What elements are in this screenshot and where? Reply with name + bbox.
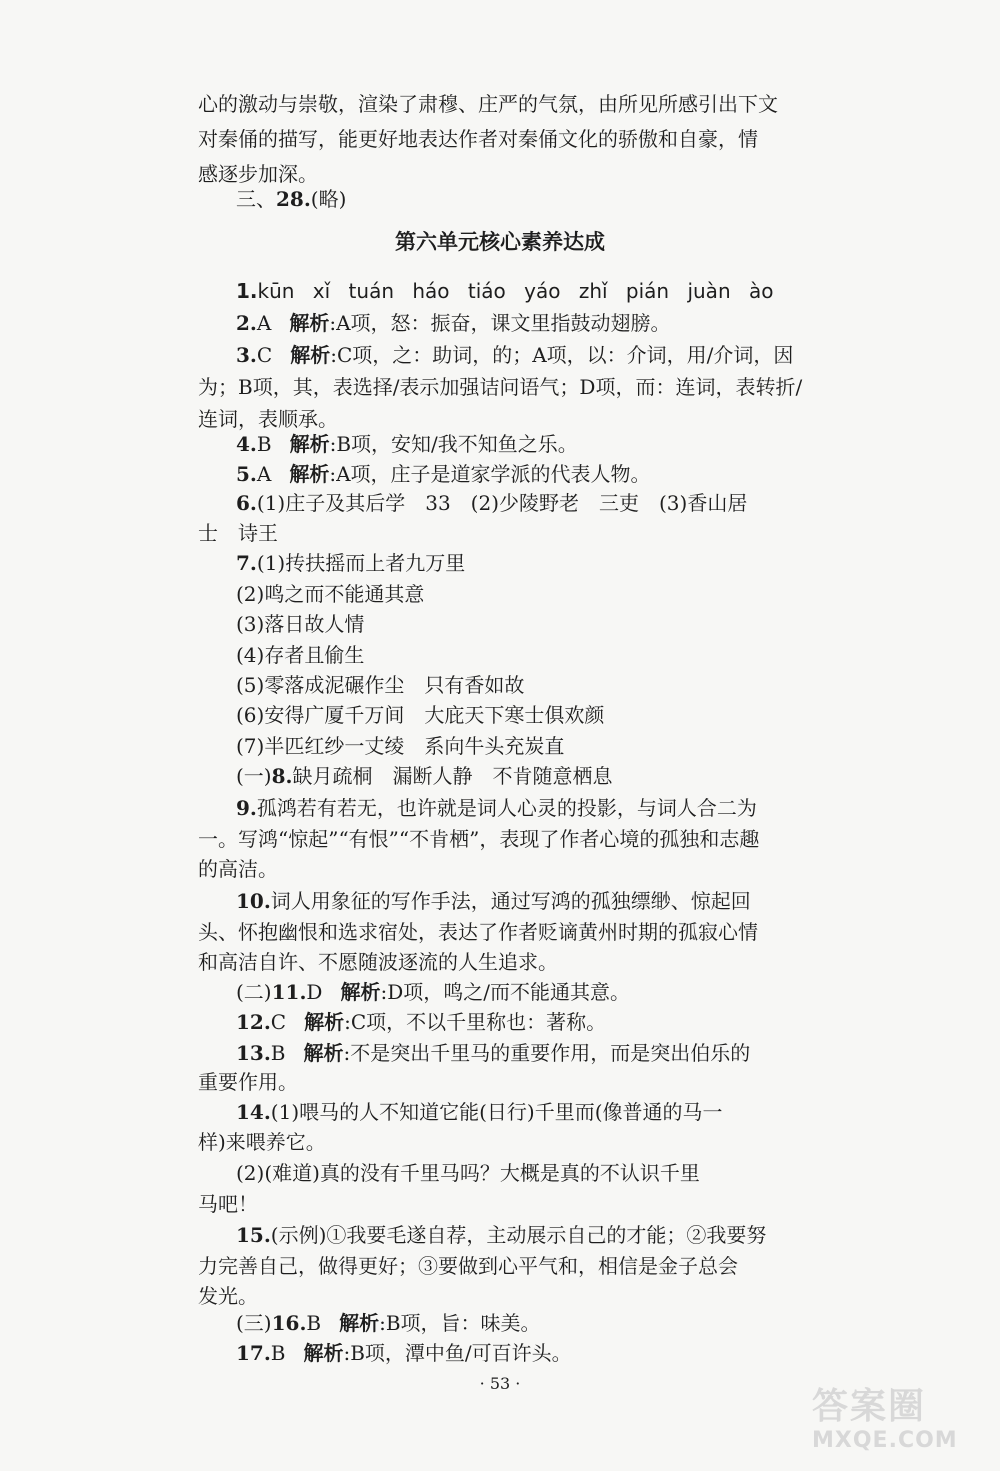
answer-text: :B项，潭中鱼/可百许头。 <box>343 1341 572 1365</box>
section-title: 第六单元核心素养达成 <box>395 230 605 254</box>
q16 <box>236 1307 788 1339</box>
analysis-label: 解析 <box>304 1010 345 1034</box>
answer-choice: C <box>270 1010 287 1034</box>
q17 <box>236 1337 788 1369</box>
analysis-label: 解析 <box>339 1311 380 1335</box>
answer-text: :B项，安知/我不知鱼之乐。 <box>329 432 578 456</box>
question-number: 12. <box>236 1010 271 1034</box>
q7-item: (5)零落成泥碾作尘 只有香如故 <box>236 673 525 697</box>
answer-text: kūn xǐ tuán háo tiáo yáo zhǐ pián juàn ào <box>257 279 774 303</box>
intro-line-2: 对秦俑的描写，能更好地表达作者对秦俑文化的骄傲和自豪，情 <box>198 127 758 151</box>
section-label: (一) <box>236 764 272 788</box>
watermark-url: MXQE.COM <box>812 1428 958 1453</box>
q9-line-2: 一。写鸿“惊起”“有恨”“不肯栖”，表现了作者心境的孤独和志趣 <box>198 827 760 851</box>
answer-text: :B项，旨：味美。 <box>379 1311 541 1335</box>
intro-line-1: 心的激动与崇敬，渲染了肃穆、庄严的气氛，由所见所感引出下文 <box>198 92 778 116</box>
question-number: 5. <box>236 462 257 486</box>
question-number: 7. <box>236 551 257 575</box>
q7-item: (6)安得广厦千万间 大庇天下寒士俱欢颜 <box>236 703 605 727</box>
q13-line-2: 重要作用。 <box>198 1070 298 1094</box>
q9-line-3: 的高洁。 <box>198 857 278 881</box>
answer-text: :A项，庄子是道家学派的代表人物。 <box>329 462 651 486</box>
question-number: 13. <box>236 1041 271 1065</box>
q10-line-2: 头、怀抱幽恨和选求宿处，表达了作者贬谪黄州时期的孤寂心情 <box>198 920 758 944</box>
intro-line-3: 感逐步加深。 <box>198 162 318 186</box>
answer-text: 孤鸿若有若无，也许就是词人心灵的投影，与词人合二为 <box>256 796 757 820</box>
answer-text: :C项，不以千里称也：著称。 <box>344 1010 607 1034</box>
question-number: 4. <box>236 432 257 456</box>
q8 <box>236 760 788 792</box>
answer-text: :D项，鸣之/而不能通其意。 <box>380 980 630 1004</box>
answer-choice: A <box>256 311 272 335</box>
answer-choice: B <box>306 1311 322 1335</box>
answer-choice: C <box>256 343 273 367</box>
q14-line-4: 马吧！ <box>198 1192 258 1216</box>
section-label: 三、 <box>236 187 276 211</box>
q9 <box>236 792 788 824</box>
q7-item: (2)鸣之而不能通其意 <box>236 582 425 606</box>
q7-item: (7)半匹红纱一丈绫 系向牛头充炭直 <box>236 734 565 758</box>
section-label: (二) <box>236 980 272 1004</box>
question-number: 15. <box>236 1223 271 1247</box>
answer-choice: A <box>256 462 272 486</box>
answer-text: (示例)①我要毛遂自荐，主动展示自己的才能；②我要努 <box>270 1223 767 1247</box>
answer-choice: B <box>270 1041 286 1065</box>
question-number: 11. <box>271 980 307 1004</box>
q7-item: (4)存者且偷生 <box>236 643 365 667</box>
q12 <box>236 1006 788 1038</box>
answer-choice: D <box>306 980 323 1004</box>
question-number: 8. <box>271 764 293 788</box>
q3-line-3: 连词，表顺承。 <box>198 407 338 431</box>
answer-choice: B <box>270 1341 286 1365</box>
watermark-text: 答案圈 <box>812 1386 927 1427</box>
q15 <box>236 1219 788 1251</box>
analysis-label: 解析 <box>289 432 330 456</box>
analysis-label: 解析 <box>340 980 381 1004</box>
q6 <box>236 487 788 519</box>
answer-text: (1)庄子及其后学 33 (2)少陵野老 三吏 (3)香山居 <box>256 491 748 515</box>
question-number: 17. <box>236 1341 271 1365</box>
q7-item: (3)落日故人情 <box>236 612 365 636</box>
q6-line-2: 士 诗王 <box>198 521 278 545</box>
analysis-label: 解析 <box>303 1041 344 1065</box>
answer-text: :C项，之：助词，的；A项，以：介词，用/介词，因 <box>330 343 794 367</box>
analysis-label: 解析 <box>289 462 330 486</box>
q7 <box>236 547 788 579</box>
question-number: 1. <box>236 279 258 303</box>
q3-line-2: 为；B项，其，表选择/表示加强诘问语气；D项，而：连词，表转折/ <box>198 375 803 399</box>
watermark-logo <box>812 1386 992 1466</box>
q10-line-3: 和高洁自许、不愿随波逐流的人生追求。 <box>198 950 558 974</box>
q15-line-3: 发光。 <box>198 1284 258 1308</box>
answer-text: 缺月疏桐 漏断人静 不肯随意栖息 <box>292 764 613 788</box>
q28 <box>236 183 788 215</box>
analysis-label: 解析 <box>289 311 330 335</box>
q5 <box>236 458 788 490</box>
answer-text: (略) <box>310 187 347 211</box>
q10 <box>236 885 788 917</box>
section-label: (三) <box>236 1311 272 1335</box>
q13 <box>236 1037 788 1069</box>
page-number: · 53 · <box>479 1374 521 1393</box>
q3 <box>236 339 794 371</box>
q14 <box>236 1096 788 1128</box>
q14-part-2: (2)(难道)真的没有千里马吗？大概是真的不认识千里 <box>236 1161 700 1185</box>
q15-line-2: 力完善自己，做得更好；③要做到心平气和，相信是金子总会 <box>198 1254 738 1278</box>
analysis-label: 解析 <box>303 1341 344 1365</box>
answer-choice: B <box>256 432 272 456</box>
question-number: 28. <box>276 187 311 211</box>
q4 <box>236 428 788 460</box>
answer-text: (1)抟扶摇而上者九万里 <box>256 551 466 575</box>
question-number: 6. <box>236 491 257 515</box>
question-number: 9. <box>236 796 257 820</box>
question-number: 16. <box>271 1311 307 1335</box>
question-number: 3. <box>236 343 257 367</box>
question-number: 14. <box>236 1100 271 1124</box>
q1 <box>236 275 773 307</box>
question-number: 2. <box>236 311 257 335</box>
answer-text: 词人用象征的写作手法，通过写鸿的孤独缥缈、惊起回 <box>270 889 751 913</box>
q14-line-2: 样)来喂养它。 <box>198 1130 326 1154</box>
question-number: 10. <box>236 889 271 913</box>
answer-text: :A项，怒：振奋，课文里指鼓动翅膀。 <box>329 311 671 335</box>
answer-text: (1)喂马的人不知道它能(日行)千里而(像普通的马一 <box>270 1100 723 1124</box>
q11 <box>236 976 788 1008</box>
q2 <box>236 307 788 339</box>
analysis-label: 解析 <box>290 343 331 367</box>
answer-text: :不是突出千里马的重要作用，而是突出伯乐的 <box>343 1041 751 1065</box>
